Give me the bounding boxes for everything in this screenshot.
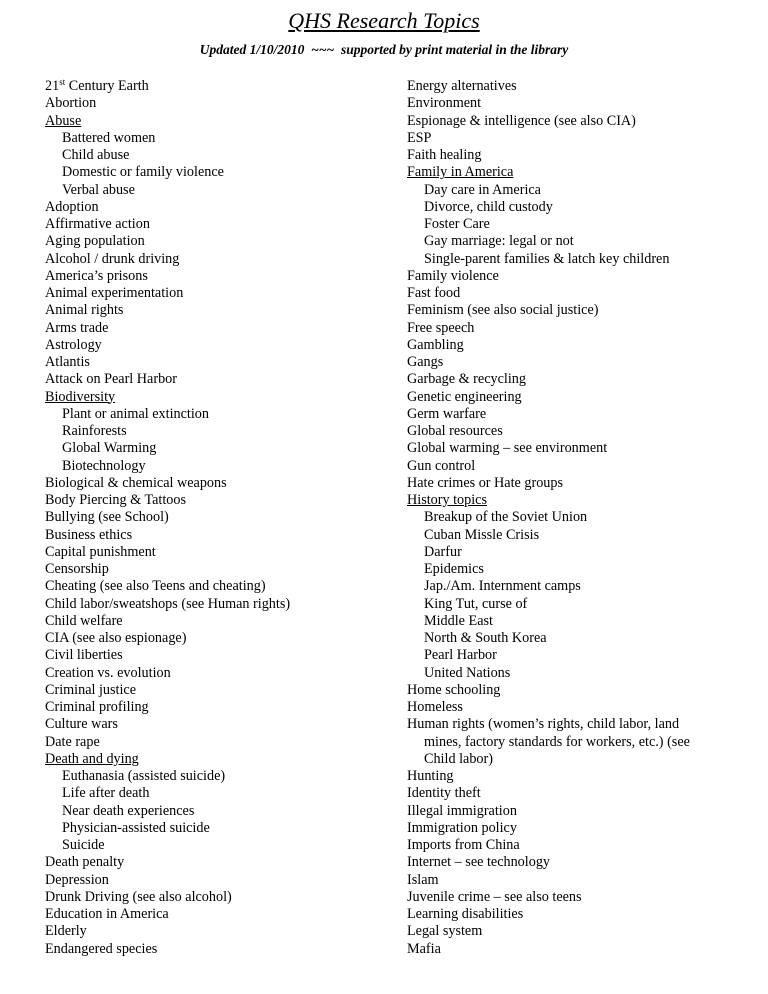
topic-text: Immigration policy: [407, 819, 517, 836]
topic-item: [407, 78, 752, 95]
topic-subitem: [45, 785, 395, 802]
topic-text: America’s prisons: [45, 267, 148, 284]
topic-subitem: [407, 251, 752, 268]
topic-text: Breakup of the Soviet Union: [424, 509, 588, 526]
topic-text: Near death experiences: [62, 802, 195, 819]
topic-subitem: [45, 440, 395, 457]
topic-text: Civil liberties: [45, 647, 123, 664]
topic-subitem: [45, 837, 395, 854]
topic-item: [45, 78, 395, 95]
topic-item: [45, 647, 395, 664]
topic-item: [45, 251, 395, 268]
topic-item: [407, 889, 752, 906]
topic-text: Biotechnology: [62, 457, 146, 474]
topic-text: Espionage & intelligence (see also CIA): [407, 112, 636, 129]
topic-text: Depression: [45, 871, 109, 888]
topic-text: Criminal profiling: [45, 699, 149, 715]
topic-text: Single-parent families & latch key children: [424, 250, 670, 267]
topic-text: Abuse: [45, 112, 82, 129]
topic-text: Hate crimes or Hate groups: [407, 474, 564, 491]
topic-text: Mafia: [407, 940, 441, 957]
topic-item: [45, 199, 395, 216]
topic-text: Middle East: [424, 612, 493, 629]
topic-text: Juvenile crime – see also teens: [407, 888, 582, 905]
topic-text: Divorce, child custody: [424, 198, 553, 215]
topic-text: Physician-assisted suicide: [62, 819, 210, 836]
topic-text: Child welfare: [45, 612, 123, 629]
topic-text: Garbage & recycling: [407, 371, 526, 388]
topic-text: North & South Korea: [424, 630, 547, 646]
topic-item: [407, 320, 752, 337]
topic-text: Biodiversity: [45, 388, 116, 405]
topic-subitem: [45, 423, 395, 440]
topic-item: [45, 630, 395, 647]
topic-text: Pearl Harbor: [424, 647, 497, 664]
topic-text: Abortion: [45, 95, 97, 112]
topic-item: [407, 872, 752, 889]
topic-subitem: [45, 820, 395, 837]
topic-text: Free speech: [407, 319, 475, 336]
topic-item: [45, 889, 395, 906]
topic-item: [45, 716, 395, 733]
topic-subitem: [407, 199, 752, 216]
topic-item: [407, 768, 752, 785]
topic-text: Culture wars: [45, 716, 118, 733]
topic-text: Gay marriage: legal or not: [424, 233, 574, 250]
topic-item: [45, 682, 395, 699]
ordinal-suffix: st: [59, 77, 66, 87]
topic-text: Learning disabilities: [407, 906, 524, 922]
topic-subitem: [407, 509, 752, 526]
topic-text: Family violence: [407, 267, 499, 284]
topic-text-continuation: mines, factory standards for workers, etc.) (see: [424, 733, 690, 750]
topic-text: United Nations: [424, 664, 511, 681]
topic-text: Animal rights: [45, 302, 124, 319]
topic-item: [407, 699, 752, 716]
topic-text: Arms trade: [45, 319, 109, 336]
topic-item: [45, 527, 395, 544]
topic-item: [407, 785, 752, 802]
topic-text: Internet – see technology: [407, 854, 551, 871]
topic-subitem: [45, 406, 395, 423]
topic-text: Biological & chemical weapons: [45, 474, 227, 491]
topic-subitem: [407, 613, 752, 630]
topic-item: [407, 458, 752, 475]
topic-item: [407, 130, 752, 147]
topic-subitem: [407, 596, 752, 613]
topic-subitem: [407, 578, 752, 595]
topic-item: [407, 147, 752, 164]
topic-item: [45, 699, 395, 716]
topic-text: Darfur: [424, 543, 462, 560]
topic-text: Global resources: [407, 423, 503, 439]
topic-text: Identity theft: [407, 785, 481, 802]
topic-subitem: [45, 130, 395, 147]
topic-text: Fast food: [407, 285, 461, 301]
topic-item: [45, 475, 395, 492]
topic-subitem: [45, 147, 395, 164]
topic-text: Elderly: [45, 923, 87, 940]
topic-item: [407, 941, 752, 958]
topic-item: [45, 613, 395, 630]
topic-text: Atlantis: [45, 354, 90, 370]
topic-text: Gangs: [407, 354, 444, 370]
topic-item: [407, 854, 752, 871]
topic-text: History topics: [407, 492, 487, 508]
topic-text: King Tut, curse of: [424, 595, 528, 612]
topic-subitem: [407, 665, 752, 682]
topic-item: [45, 578, 395, 595]
page-title: QHS Research Topics: [288, 8, 480, 33]
topic-text: Global Warming: [62, 440, 157, 457]
topic-item: [45, 354, 395, 371]
topic-item: [45, 872, 395, 889]
topic-text: Global warming – see environment: [407, 440, 608, 457]
topic-text: Endangered species: [45, 940, 158, 957]
topic-text: Business ethics: [45, 526, 133, 543]
topic-text: Family in America: [407, 164, 514, 181]
topic-item: [45, 95, 395, 112]
topic-subitem: [45, 164, 395, 181]
topic-item: [407, 371, 752, 388]
topic-text: Environment: [407, 95, 482, 112]
topic-category-heading: [45, 389, 395, 406]
topic-text: Verbal abuse: [62, 181, 135, 198]
topic-text: Date rape: [45, 733, 100, 750]
topic-subitem: [407, 561, 752, 578]
topic-item: [407, 682, 752, 699]
topic-text: Aging population: [45, 233, 145, 250]
topic-item: [45, 923, 395, 940]
topic-subitem: [407, 216, 752, 233]
topic-item: [45, 665, 395, 682]
topic-text: Day care in America: [424, 181, 541, 198]
topic-category-heading: [45, 113, 395, 130]
topic-text: Life after death: [62, 785, 150, 802]
topic-text: Gun control: [407, 457, 476, 474]
topic-item: [407, 716, 752, 768]
topic-text: Faith healing: [407, 147, 482, 163]
topic-item: [45, 596, 395, 613]
topic-text: Foster Care: [424, 216, 490, 232]
topic-subitem: [45, 803, 395, 820]
topic-list-right-column: [407, 78, 752, 958]
topic-item: [45, 492, 395, 509]
topic-text: Imports from China: [407, 837, 520, 853]
topic-text-continuation: Child labor): [424, 750, 493, 767]
topic-text: Suicide: [62, 837, 105, 853]
topic-text: Genetic engineering: [407, 388, 522, 405]
topic-text: Human rights (women’s rights, child labor, land: [407, 716, 680, 733]
topic-text: Homeless: [407, 699, 463, 715]
topic-subitem: [407, 630, 752, 647]
topic-item: [407, 406, 752, 423]
topic-text: Child abuse: [62, 147, 130, 163]
topic-item: [407, 803, 752, 820]
topic-item: [407, 302, 752, 319]
topic-text: Feminism (see also social justice): [407, 302, 599, 319]
topic-item: [407, 337, 752, 354]
topic-text: Gambling: [407, 336, 464, 353]
topic-item: [407, 837, 752, 854]
topic-text: Islam: [407, 871, 439, 888]
topic-text: Cuban Missle Crisis: [424, 526, 540, 543]
topic-text: Astrology: [45, 336, 102, 353]
topic-text: Drunk Driving (see also alcohol): [45, 888, 232, 905]
topic-text: Hunting: [407, 768, 454, 784]
topic-text: Animal experimentation: [45, 285, 184, 301]
topic-item: [45, 561, 395, 578]
topic-text: Legal system: [407, 923, 483, 940]
topic-text: Affirmative action: [45, 216, 150, 232]
topic-item: [407, 923, 752, 940]
topic-text: Death and dying: [45, 750, 139, 767]
topic-item: [407, 423, 752, 440]
topic-item: [407, 820, 752, 837]
topic-item: [45, 854, 395, 871]
topic-subitem: [407, 544, 752, 561]
topic-text: Attack on Pearl Harbor: [45, 371, 177, 388]
topic-subitem: [407, 233, 752, 250]
topic-item: [407, 906, 752, 923]
topic-item: [407, 475, 752, 492]
topic-text: Domestic or family violence: [62, 164, 224, 181]
topic-list-left-column: [45, 78, 395, 958]
topic-text: Cheating (see also Teens and cheating): [45, 578, 266, 595]
topic-item: [45, 320, 395, 337]
topic-item: [45, 509, 395, 526]
topic-text: Epidemics: [424, 561, 484, 577]
topic-text: ESP: [407, 129, 432, 146]
topic-item: [407, 354, 752, 371]
page-subtitle: Updated 1/10/2010 ~~~ supported by print material in the library: [199, 42, 569, 57]
topic-subitem: [407, 182, 752, 199]
topic-item: [45, 216, 395, 233]
topic-subitem: [45, 768, 395, 785]
topic-text: Illegal immigration: [407, 802, 517, 819]
topic-item: [45, 734, 395, 751]
topic-text: Criminal justice: [45, 681, 137, 698]
topic-text: Jap./Am. Internment camps: [424, 578, 581, 595]
topic-subitem: [407, 647, 752, 664]
topic-text: Battered women: [62, 129, 156, 146]
topic-category-heading: [45, 751, 395, 768]
topic-text: Censorship: [45, 561, 109, 577]
topic-text: CIA (see also espionage): [45, 630, 187, 646]
topic-text: Rainforests: [62, 423, 127, 439]
topic-subitem: [45, 182, 395, 199]
topic-subitem: [407, 527, 752, 544]
topic-item: [45, 268, 395, 285]
topic-text: Death penalty: [45, 854, 125, 871]
topic-item: [45, 906, 395, 923]
topic-item: [407, 113, 752, 130]
topic-text: Creation vs. evolution: [45, 664, 171, 681]
topic-item: [45, 302, 395, 319]
topic-text: Energy alternatives: [407, 78, 517, 94]
topic-item: [407, 268, 752, 285]
topic-text-rest: Century Earth: [65, 78, 149, 94]
topic-category-heading: [407, 492, 752, 509]
topic-item: [407, 389, 752, 406]
topic-text: Adoption: [45, 198, 99, 215]
topic-text: Bullying (see School): [45, 509, 169, 526]
topic-text: 21: [45, 78, 60, 94]
topic-text: Euthanasia (assisted suicide): [62, 768, 226, 784]
topic-text: Child labor/sweatshops (see Human rights): [45, 595, 291, 612]
topic-item: [45, 337, 395, 354]
topic-text: Home schooling: [407, 681, 501, 698]
topic-text: Education in America: [45, 906, 169, 922]
topic-item: [407, 95, 752, 112]
topic-text: Capital punishment: [45, 543, 156, 560]
topic-item: [45, 371, 395, 388]
topic-text: Plant or animal extinction: [62, 405, 209, 422]
topic-category-heading: [407, 164, 752, 181]
topic-item: [407, 440, 752, 457]
topic-item: [45, 544, 395, 561]
topic-item: [45, 285, 395, 302]
topic-item: [45, 941, 395, 958]
topic-text: Body Piercing & Tattoos: [45, 492, 187, 508]
topic-text: Alcohol / drunk driving: [45, 250, 180, 267]
topic-item: [45, 233, 395, 250]
topic-item: [407, 285, 752, 302]
topic-subitem: [45, 458, 395, 475]
topic-text: Germ warfare: [407, 405, 487, 422]
